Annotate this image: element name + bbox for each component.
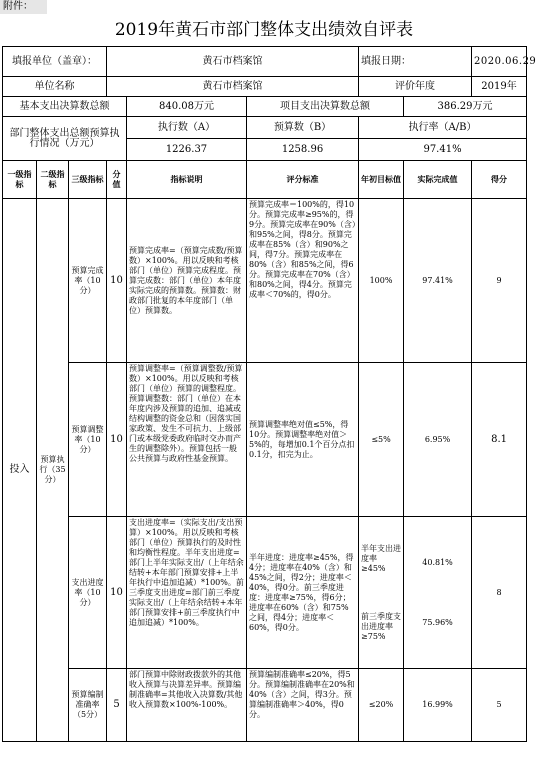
points-cell: 9 [472,199,527,363]
standard-cell: 预算编制准确率≤20%，得5分。预算编制准确率在20%和40%（含）之间，得3分。预算编制准确率＞40%，得0分。 [247,669,359,742]
target-three-quarters: 前三季度支出进度率≥75% [361,611,402,641]
level3-cell: 预算完成率（10分） [69,199,107,363]
standard-cell: 预算调整率绝对值≤5%，得10分。预算调整率绝对值＞5%的，每增加0.1个百分点扣0.1分，扣完为止。 [247,363,359,517]
target-cell: ≤5% [359,363,404,517]
fill-date-value: 2020.06.29 [472,47,527,77]
overall-header-row [3,117,527,139]
expenditure-row [3,97,527,117]
column-header-row [3,161,527,199]
standard-cell: 预算完成率＝100%的，得10分。预算完成率≥95%的，得9分。预算完成率在90%（含）和95%之间，得8分。预算完成率在85%（含）和90%之间，得7分。预算完成率在80%（含）和85%之间，得6分。预算完成率在70%（含）和80%之间，得4分。预算完成率＜70%的，得0分。 [247,199,359,363]
header-points: 得分 [472,161,527,199]
table-row [3,199,527,363]
overall-execution-label: 部门整体支出总额预算执行情况（万元） [3,117,127,161]
attachment-label: 附件： [0,0,47,14]
eval-year-value: 2019年 [472,77,527,97]
actual-cell: 97.41% [404,199,472,363]
target-half-year: 半年支出进度率≥45% [361,543,402,573]
actual-half-year: 40.81% [422,557,453,567]
header-level1: 一级指标 [3,161,37,199]
header-level2: 二级指标 [37,161,69,199]
project-expenditure-value: 386.29万元 [404,97,527,117]
actual-cell: 16.99% [404,669,472,742]
points-cell: 8 [472,517,527,669]
exec-count-label: 执行数（A） [127,117,247,139]
level3-cell: 预算调整率（10分） [69,363,107,517]
eval-year-label: 评价年度 [359,77,472,97]
level1-cell: 投入 [3,199,37,742]
level2-cell: 预算执行（35分） [37,199,69,742]
level3-cell: 支出进度率（10分） [69,517,107,669]
project-expenditure-label: 项目支出决算数总额 [247,97,404,117]
fill-date-label: 填报日期： [359,47,472,77]
points-cell: 5 [472,669,527,742]
header-level3: 三级指标 [69,161,107,199]
level3-cell: 预算编制准确率（5分） [69,669,107,742]
table-row [3,669,527,742]
basic-expenditure-value: 840.08万元 [127,97,247,117]
basic-expenditure-label: 基本支出决算数总额 [3,97,127,117]
table-row [3,517,527,669]
header-score: 分值 [107,161,127,199]
exec-count-value: 1226.37 [127,139,247,161]
header-description: 指标说明 [127,161,247,199]
header-target: 年初目标值 [359,161,404,199]
table-row [3,363,527,517]
actual-three-quarters: 75.96% [422,617,453,627]
score-cell: 10 [107,199,127,363]
header-actual: 实际完成值 [404,161,472,199]
exec-rate-value: 97.41% [359,139,527,161]
score-cell: 10 [107,363,127,517]
target-cell: 100% [359,199,404,363]
unit-name-row [3,77,527,97]
unit-name-value: 黄石市档案馆 [107,77,359,97]
page-title: 2019年黄石市部门整体支出绩效自评表 [114,20,414,40]
unit-name-label: 单位名称 [3,77,107,97]
score-cell: 5 [107,669,127,742]
budget-count-label: 预算数（B） [247,117,359,139]
points-cell: 8.1 [472,363,527,517]
fill-info-row [3,47,527,77]
target-cell: ≤20% [359,669,404,742]
fill-unit-label: 填报单位（盖章）： [3,47,107,77]
fill-unit-value: 黄石市档案馆 [107,47,359,77]
exec-rate-label: 执行率（A/B） [359,117,527,139]
description-cell: 支出进度率=（实际支出/支出预算）×100%。用以反映和考核部门（单位）预算执行的及时性和均衡性程度。半年支出进度=部门上半年实际支出/（上年结余结转+本年部门预算安排+上半年执行中追加追减）*100%。前三季度支出进度=部门前三季度实际支出/（上年结余结转+本年部门预算安排+前三季度执行中追加追减）*100%。 [127,517,247,669]
actual-cell: 6.95% [404,363,472,517]
budget-count-value: 1258.96 [247,139,359,161]
actual-cell [404,517,472,669]
evaluation-table [2,46,536,742]
description-cell: 预算调整率=（预算调整数/预算数）×100%。用以反映和考核部门（单位）预算的调整程度。预算调整数：部门（单位）在本年度内涉及预算的追加、追减或结构调整的资金总和（因落实国家政策、发生不可抗力、上级部门或本级党委政府临时交办而产生的调整除外）。预算包括一般公共预算与政府性基金预算。 [127,363,247,517]
description-cell: 预算完成率=（预算完成数/预算数）×100%。用以反映和考核部门（单位）预算完成程度。预算完成数：部门（单位）本年度实际完成的预算数。预算数：财政部门批复的本年度部门（单位）预算数。 [127,199,247,363]
target-cell [359,517,404,669]
standard-cell: 半年进度：进度率≥45%，得4分；进度率在40%（含）和45%之间，得2分；进度率＜40%，得0分。前三季度进度：进度率≥75%，得6分；进度率在60%（含）和75%之间，得4分；进度率＜60%，得0分。 [247,517,359,669]
header-standard: 评分标准 [247,161,359,199]
description-cell: 部门预算中除财政拨款外的其他收入预算与决算差异率。预算编制准确率=其他收入决算数/其他收入预算数×100%-100%。 [127,669,247,742]
score-cell: 10 [107,517,127,669]
